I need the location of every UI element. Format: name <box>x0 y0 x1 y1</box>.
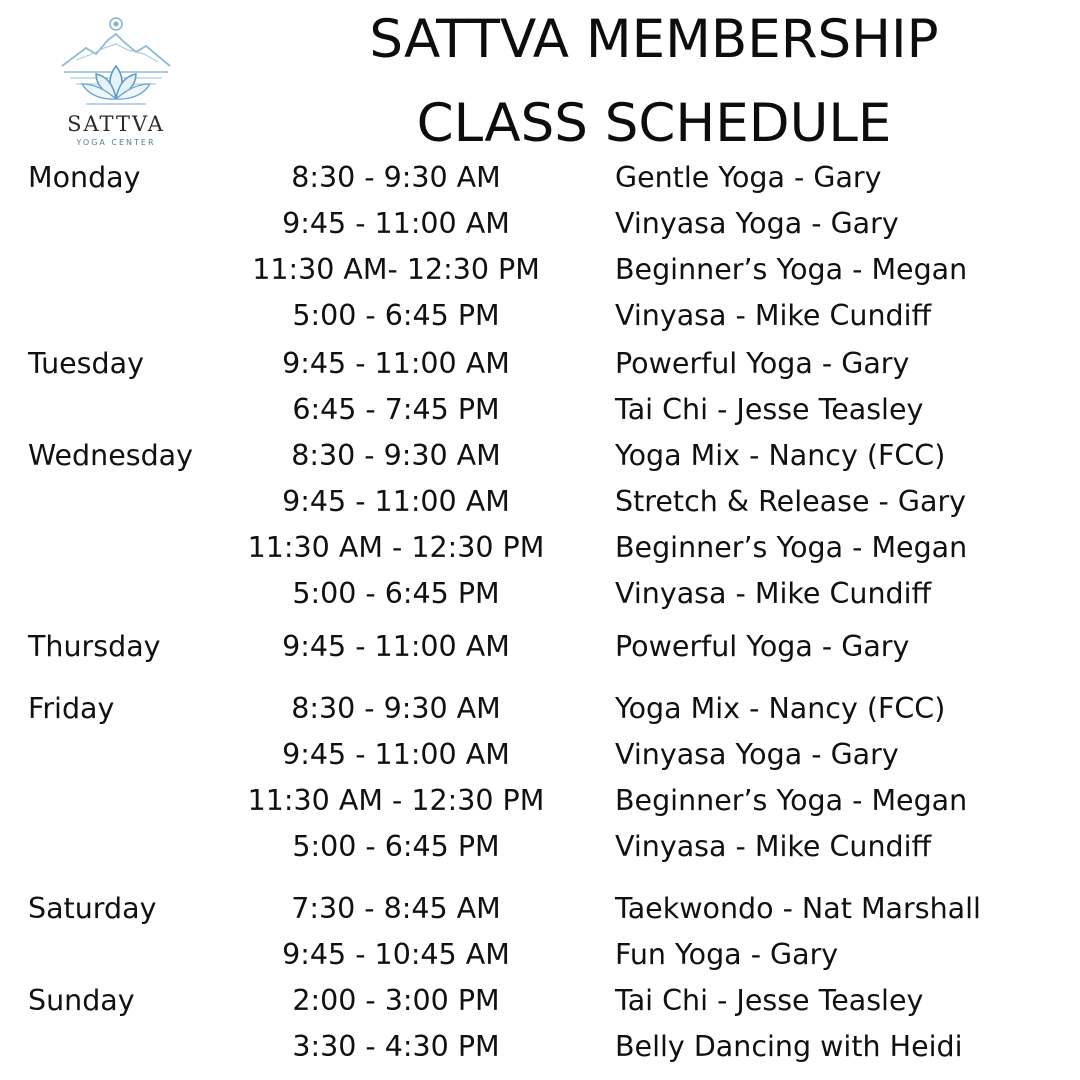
schedule-class: Beginner’s Yoga - Megan <box>615 253 968 286</box>
schedule-row <box>0 250 1080 290</box>
schedule-class: Powerful Yoga - Gary <box>615 347 910 380</box>
schedule-time: 8:30 - 9:30 AM <box>291 692 501 725</box>
schedule-time: 9:45 - 11:00 AM <box>282 630 510 663</box>
schedule-class: Belly Dancing with Heidi <box>615 1030 963 1063</box>
schedule-class: Vinyasa - Mike Cundiff <box>615 299 932 332</box>
schedule-row <box>0 981 1080 1021</box>
schedule-time: 11:30 AM- 12:30 PM <box>252 253 540 286</box>
schedule-class: Beginner’s Yoga - Megan <box>615 784 968 817</box>
schedule-time: 6:45 - 7:45 PM <box>292 393 500 426</box>
schedule-class: Tai Chi - Jesse Teasley <box>615 393 924 426</box>
schedule-class: Vinyasa - Mike Cundiff <box>615 577 932 610</box>
schedule-class: Tai Chi - Jesse Teasley <box>615 984 924 1017</box>
logo-subtitle: YOGA CENTER <box>76 138 156 147</box>
lotus-mountain-icon <box>56 14 176 114</box>
schedule-row <box>0 735 1080 775</box>
schedule-row <box>0 889 1080 929</box>
schedule-class: Yoga Mix - Nancy (FCC) <box>615 439 946 472</box>
schedule-class: Vinyasa - Mike Cundiff <box>615 830 932 863</box>
schedule-row <box>0 781 1080 821</box>
schedule-day: Sunday <box>28 984 135 1017</box>
schedule-time: 8:30 - 9:30 AM <box>291 161 501 194</box>
schedule-time: 2:00 - 3:00 PM <box>292 984 500 1017</box>
schedule-time: 9:45 - 11:00 AM <box>282 738 510 771</box>
schedule-row <box>0 528 1080 568</box>
schedule-class: Beginner’s Yoga - Megan <box>615 531 968 564</box>
schedule-row <box>0 204 1080 244</box>
schedule-time: 3:30 - 4:30 PM <box>292 1030 500 1063</box>
schedule-row <box>0 627 1080 667</box>
schedule-class: Vinyasa Yoga - Gary <box>615 207 899 240</box>
schedule-row <box>0 482 1080 522</box>
page-title-line-1: SATTVA MEMBERSHIP <box>369 9 939 70</box>
schedule-time: 7:30 - 8:45 AM <box>291 892 501 925</box>
schedule-row <box>0 296 1080 336</box>
schedule-row <box>0 574 1080 614</box>
schedule-day: Monday <box>28 161 141 194</box>
schedule-class: Yoga Mix - Nancy (FCC) <box>615 692 946 725</box>
schedule-class: Powerful Yoga - Gary <box>615 630 910 663</box>
schedule-row <box>0 390 1080 430</box>
sattva-logo <box>56 14 176 148</box>
schedule-time: 8:30 - 9:30 AM <box>291 439 501 472</box>
schedule-class: Vinyasa Yoga - Gary <box>615 738 899 771</box>
schedule-time: 9:45 - 10:45 AM <box>282 938 510 971</box>
schedule-row <box>0 689 1080 729</box>
schedule-time: 9:45 - 11:00 AM <box>282 347 510 380</box>
schedule-time: 11:30 AM - 12:30 PM <box>247 784 545 817</box>
schedule-row <box>0 158 1080 198</box>
page-title-line-2: CLASS SCHEDULE <box>416 93 892 154</box>
schedule-time: 9:45 - 11:00 AM <box>282 207 510 240</box>
schedule-day: Saturday <box>28 892 157 925</box>
schedule-class: Stretch & Release - Gary <box>615 485 967 518</box>
schedule-row <box>0 436 1080 476</box>
schedule-time: 5:00 - 6:45 PM <box>292 830 500 863</box>
schedule-row <box>0 827 1080 867</box>
schedule-class: Fun Yoga - Gary <box>615 938 839 971</box>
schedule-day: Tuesday <box>28 347 144 380</box>
schedule-day: Wednesday <box>28 439 194 472</box>
schedule-class: Gentle Yoga - Gary <box>615 161 882 194</box>
schedule-time: 5:00 - 6:45 PM <box>292 577 500 610</box>
schedule-time: 11:30 AM - 12:30 PM <box>247 531 545 564</box>
schedule-day: Friday <box>28 692 115 725</box>
schedule-time: 5:00 - 6:45 PM <box>292 299 500 332</box>
schedule-day: Thursday <box>28 630 161 663</box>
schedule-row <box>0 1027 1080 1067</box>
logo-name: SATTVA <box>67 112 165 136</box>
schedule-class: Taekwondo - Nat Marshall <box>615 892 981 925</box>
schedule-row <box>0 935 1080 975</box>
schedule-time: 9:45 - 11:00 AM <box>282 485 510 518</box>
schedule-row <box>0 344 1080 384</box>
